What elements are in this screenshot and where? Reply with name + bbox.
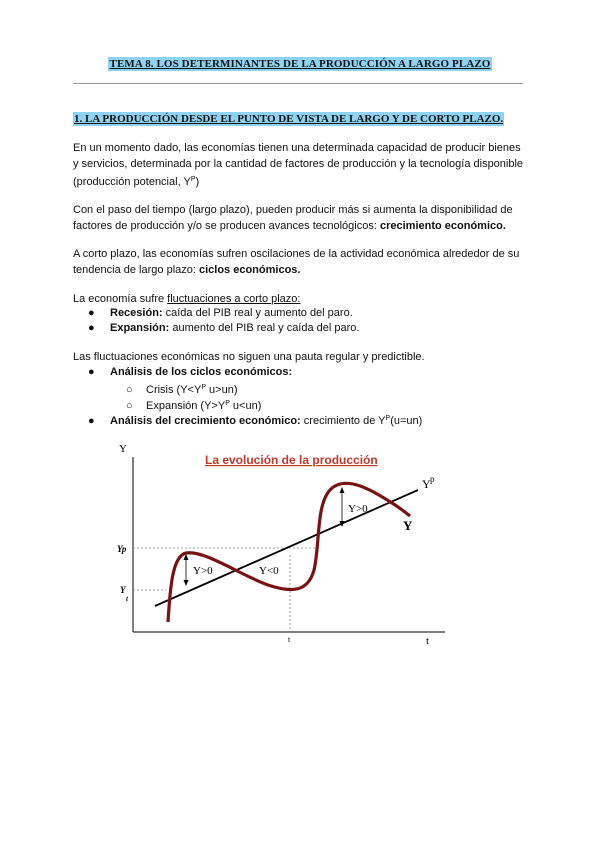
potential-output-label-sup: p xyxy=(430,474,435,484)
list-item: ● Análisis del crecimiento económico: crecimiento de $Y^P(u=un)$ xyxy=(88,415,423,427)
t-tick-label: t xyxy=(288,635,291,644)
gap-label-recession: Y<0 xyxy=(259,565,279,577)
yt-tick-sub: t xyxy=(126,595,128,603)
arrowhead xyxy=(340,487,345,493)
section-heading: 1. LA PRODUCCIÓN DESDE EL PUNTO DE VISTA DE LARGO Y DE CORTO PLAZO. xyxy=(74,113,504,125)
list-item: ● Análisis de los ciclos económicos: xyxy=(88,366,293,378)
actual-output-label: Y xyxy=(403,518,413,533)
figure-title: La evolución de la producción xyxy=(205,453,378,467)
yt-tick-label: Y xyxy=(120,585,126,595)
paragraph-potential-output: En un momento dado, las economías tienen una determinada capacidad de producir bienes y servicios, determinada por la cantidad de factores de producción y la tecnología disponible (producción potencial, $Y^P$) xyxy=(73,142,524,188)
list-item: ● Expansión: aumento del PIB real y caída del paro. xyxy=(88,322,360,334)
actual-output-curve xyxy=(168,483,410,622)
paragraph-fluctuations: La economía sufre fluctuaciones a corto plazo: xyxy=(73,293,301,305)
paragraph-cycles-intro: Las fluctuaciones económicas no siguen una pauta regular y predictible. xyxy=(73,351,425,363)
gap-label-expansion-2: Y>0 xyxy=(348,503,368,515)
list-item: ○ Expansión ($Y>Y^P$ u<un) xyxy=(126,400,262,412)
list-item: ○ Crisis ($Y<Y^P$ u>un) xyxy=(126,384,238,396)
arrowhead xyxy=(184,580,189,586)
potential-output-label: Y xyxy=(422,477,431,491)
yp-tick-label: Yp xyxy=(117,544,127,554)
list-item: ● Recesión: caída del PIB real y aumento del paro. xyxy=(88,307,353,319)
paragraph-long-run: Con el paso del tiempo (largo plazo), pueden producir más si aumenta la disponibilidad de factores de producción y/o se producen avances tecnológicos: crecimiento económico. xyxy=(73,204,513,232)
page-title: TEMA 8. LOS DETERMINANTES DE LA PRODUCCIÓN A LARGO PLAZO xyxy=(109,58,491,70)
x-axis-label: t xyxy=(426,635,430,647)
y-axis-label: Y xyxy=(119,443,127,455)
gap-label-expansion-1: Y>0 xyxy=(193,565,213,577)
paragraph-short-run: A corto plazo, las economías sufren oscilaciones de la actividad económica alrededor de su tendencia de largo plazo: ciclos económicos. xyxy=(73,248,520,276)
